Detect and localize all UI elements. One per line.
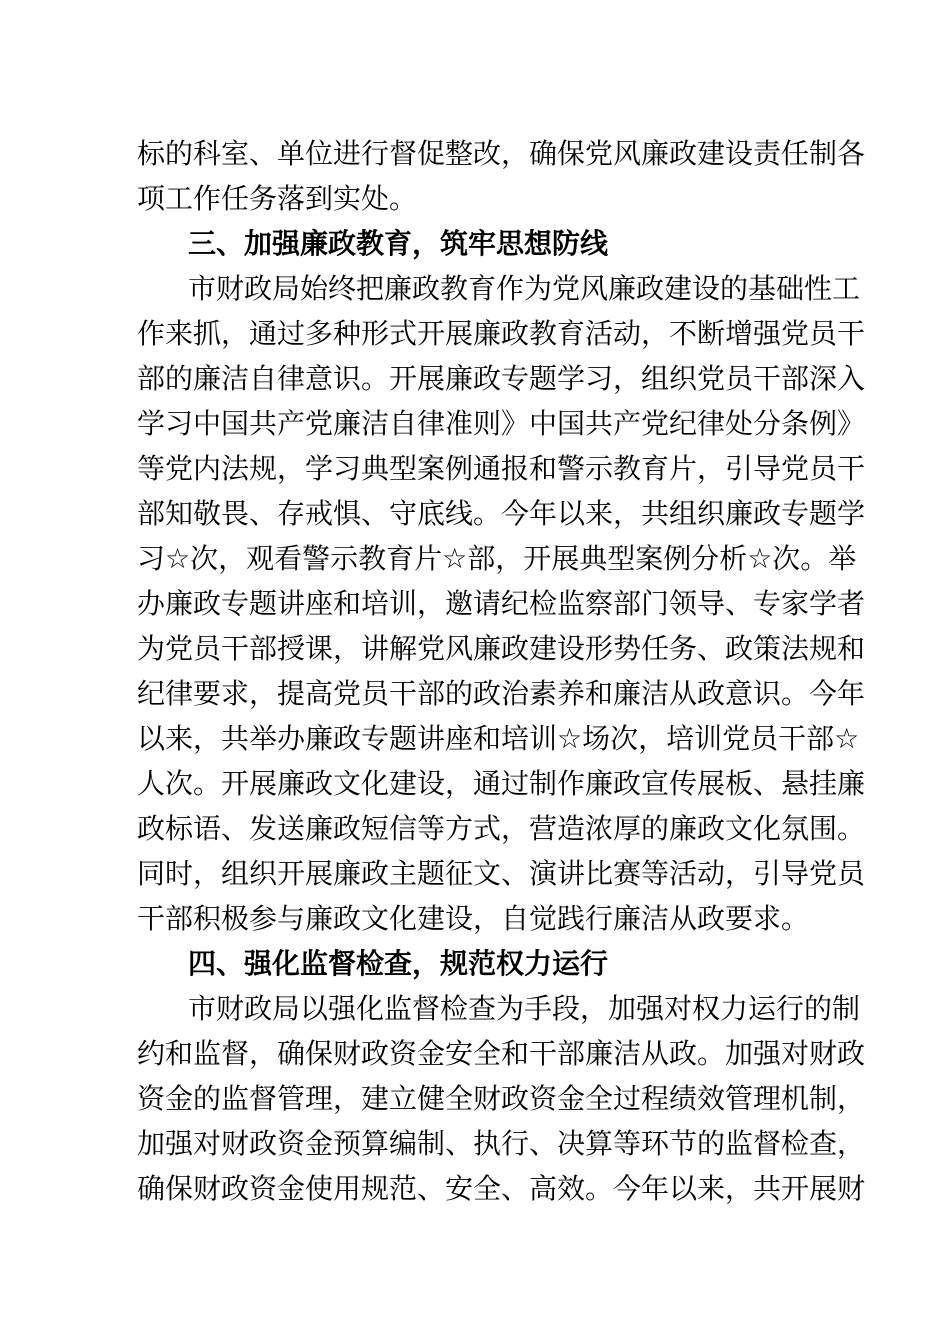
paragraph-line: 部知敬畏、存戒惧、守底线。今年以来，共组织廉政专题学 <box>137 497 866 530</box>
paragraph-line: 纪律要求，提高党员干部的政治素养和廉洁从政意识。今年 <box>137 677 866 710</box>
paragraph-line: 作来抓，通过多种形式开展廉政教育活动，不断增强党员干 <box>137 317 866 350</box>
paragraph-line: 市财政局始终把廉政教育作为党风廉政建设的基础性工 <box>188 272 861 305</box>
paragraph-line: 政标语、发送廉政短信等方式，营造浓厚的廉政文化氛围。 <box>137 812 866 845</box>
paragraph-line: 确保财政资金使用规范、安全、高效。今年以来，共开展财 <box>137 1172 866 1205</box>
paragraph-line: 约和监督，确保财政资金安全和干部廉洁从政。加强对财政 <box>137 1037 866 1070</box>
paragraph-line: 同时，组织开展廉政主题征文、演讲比赛等活动，引导党员 <box>137 857 866 890</box>
paragraph-line: 部的廉洁自律意识。开展廉政专题学习，组织党员干部深入 <box>137 362 866 395</box>
paragraph-line: 以来，共举办廉政专题讲座和培训☆场次，培训党员干部☆ <box>137 722 860 755</box>
paragraph-line: 加强对财政资金预算编制、执行、决算等环节的监督检查， <box>137 1127 866 1160</box>
paragraph-line: 干部积极参与廉政文化建设，自觉践行廉洁从政要求。 <box>137 902 810 935</box>
paragraph-line: 习☆次，观看警示教育片☆部，开展典型案例分析☆次。举 <box>137 542 857 575</box>
paragraph-line: 标的科室、单位进行督促整改，确保党风廉政建设责任制各 <box>137 137 866 170</box>
paragraph-line: 市财政局以强化监督检查为手段，加强对权力运行的制 <box>188 992 861 1025</box>
section-heading: 四、强化监督检查，规范权力运行 <box>188 947 609 980</box>
paragraph-line: 为党员干部授课，讲解党风廉政建设形势任务、政策法规和 <box>137 632 866 665</box>
paragraph-line: 项工作任务落到实处。 <box>137 182 418 215</box>
paragraph-line: 人次。开展廉政文化建设，通过制作廉政宣传展板、悬挂廉 <box>137 767 866 800</box>
paragraph-line: 办廉政专题讲座和培训，邀请纪检监察部门领导、专家学者 <box>137 587 866 620</box>
section-heading: 三、加强廉政教育，筑牢思想防线 <box>188 227 609 260</box>
paragraph-line: 资金的监督管理，建立健全财政资金全过程绩效管理机制， <box>137 1082 866 1115</box>
paragraph-line: 学习中国共产党廉洁自律准则》中国共产党纪律处分条例》 <box>137 407 866 440</box>
paragraph-line: 等党内法规，学习典型案例通报和警示教育片，引导党员干 <box>137 452 866 485</box>
